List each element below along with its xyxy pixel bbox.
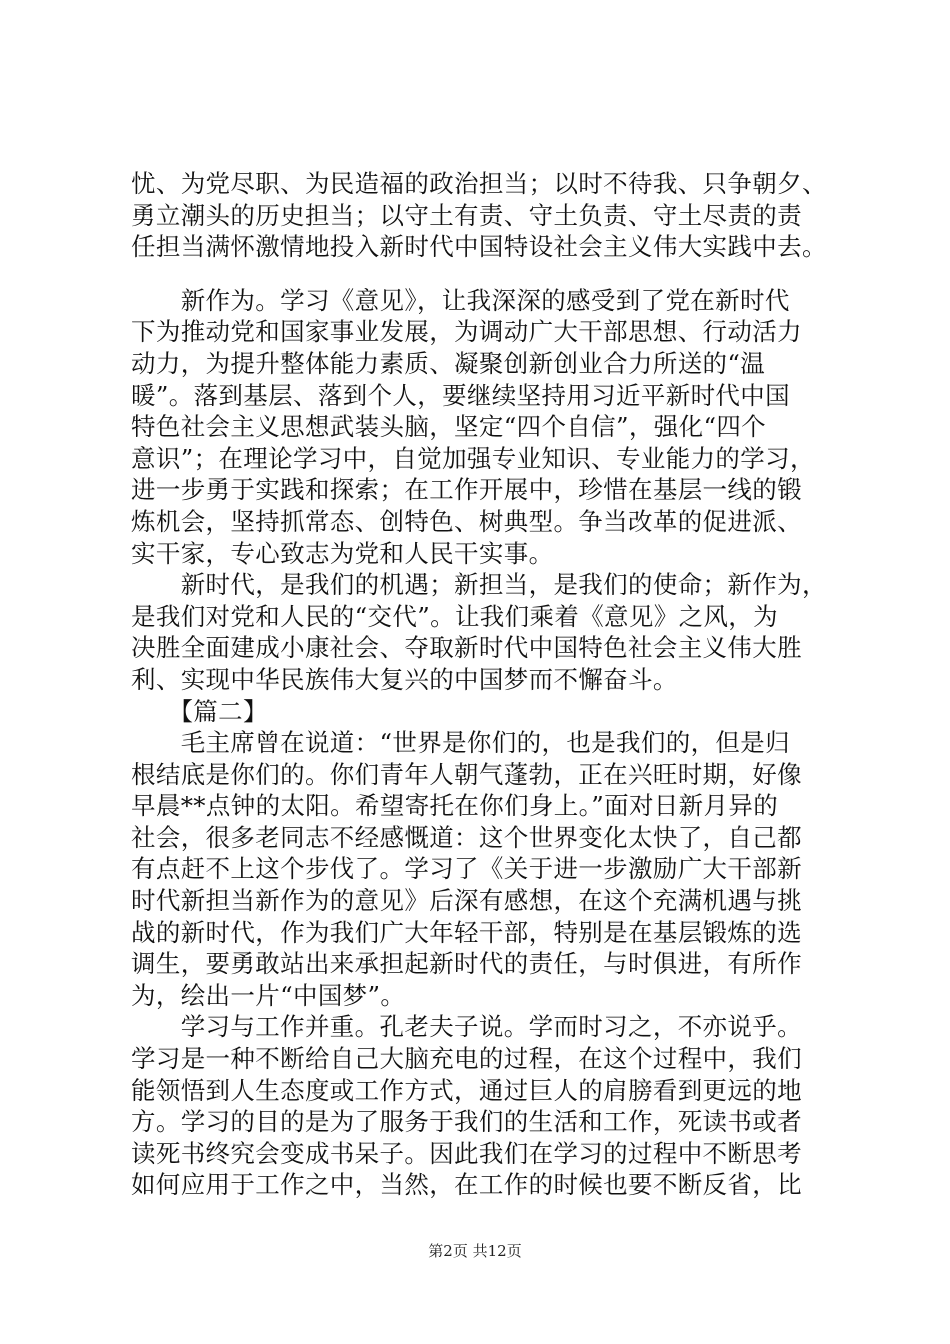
text-line: 暖”。落到基层、落到个人，要继续坚持用习近平新时代中国 (131, 380, 790, 410)
text-line: 早晨**点钟的太阳。希望寄托在你们身上。”面对日新月异的 (131, 791, 779, 821)
text-line: 新作为。学习《意见》，让我深深的感受到了党在新时代 (131, 285, 790, 315)
text-line: 决胜全面建成小康社会、夺取新时代中国特色社会主义伟大胜 (131, 633, 802, 663)
text-line: 新时代，是我们的机遇；新担当，是我们的使命；新作为， (131, 570, 827, 600)
text-line: 是我们对党和人民的“交代”。让我们乘着《意见》之风，为 (131, 601, 778, 631)
text-line: 学习是一种不断给自己大脑充电的过程，在这个过程中，我们 (131, 1044, 802, 1074)
text-line: 任担当满怀激情地投入新时代中国特设社会主义伟大实践中去。 (131, 232, 827, 262)
section-heading: 【篇二】 (131, 696, 268, 726)
text-line: 实干家，专心致志为党和人民干实事。 (131, 538, 554, 568)
text-line: 战的新时代，作为我们广大年轻干部，特别是在基层锻炼的选 (131, 917, 802, 947)
text-line: 忧、为党尽职、为民造福的政治担当；以时不待我、只争朝夕、 (131, 169, 827, 198)
text-line: 特色社会主义思想武装头脑，坚定“四个自信”，强化“四个 (131, 412, 767, 442)
text-line: 根结底是你们的。你们青年人朝气蓬勃，正在兴旺时期，好像 (131, 759, 802, 789)
paragraph-gap (131, 263, 821, 285)
text-line: 炼机会，坚持抓常态、创特色、树典型。争当改革的促进派、 (131, 506, 802, 536)
text-line: 时代新担当新作为的意见》后深有感想，在这个充满机遇与挑 (131, 886, 802, 916)
text-line: 有点赶不上这个步伐了。学习了《关于进一步激励广大干部新 (131, 854, 802, 884)
text-line: 动力，为提升整体能力素质、凝聚创新创业合力所送的“温 (131, 348, 766, 378)
text-line: 调生，要勇敢站出来承担起新时代的责任，与时俱进，有所作 (131, 949, 802, 979)
text-line: 勇立潮头的历史担当；以守土有责、守土负责、守土尽责的责 (131, 200, 802, 230)
text-line: 学习与工作并重。孔老夫子说。学而时习之，不亦说乎。 (131, 1012, 802, 1042)
text-line: 如何应用于工作之中，当然，在工作的时候也要不断反省，比 (131, 1170, 802, 1200)
page-footer: 第2页 共12页 (428, 1242, 522, 1260)
text-line: 进一步勇于实践和探索；在工作开展中，珍惜在基层一线的锻 (131, 475, 802, 505)
text-line: 下为推动党和国家事业发展，为调动广大干部思想、行动活力 (131, 317, 802, 347)
text-line: 为，绘出一片“中国梦”。 (131, 980, 406, 1010)
text-line: 利、实现中华民族伟大复兴的中国梦而不懈奋斗。 (131, 664, 678, 694)
text-line: 毛主席曾在说道：“世界是你们的，也是我们的，但是归 (131, 728, 790, 758)
text-line: 社会，很多老同志不经感慨道：这个世界变化太快了，自己都 (131, 822, 802, 852)
text-line: 能领悟到人生态度或工作方式，通过巨人的肩膀看到更远的地 (131, 1075, 802, 1105)
text-line: 方。学习的目的是为了服务于我们的生活和工作，死读书或者 (131, 1107, 802, 1137)
text-line: 读死书终究会变成书呆子。因此我们在学习的过程中不断思考 (131, 1138, 802, 1168)
body-text (131, 168, 827, 1201)
text-line: 意识”；在理论学习中，自觉加强专业知识、专业能力的学习， (131, 443, 815, 473)
